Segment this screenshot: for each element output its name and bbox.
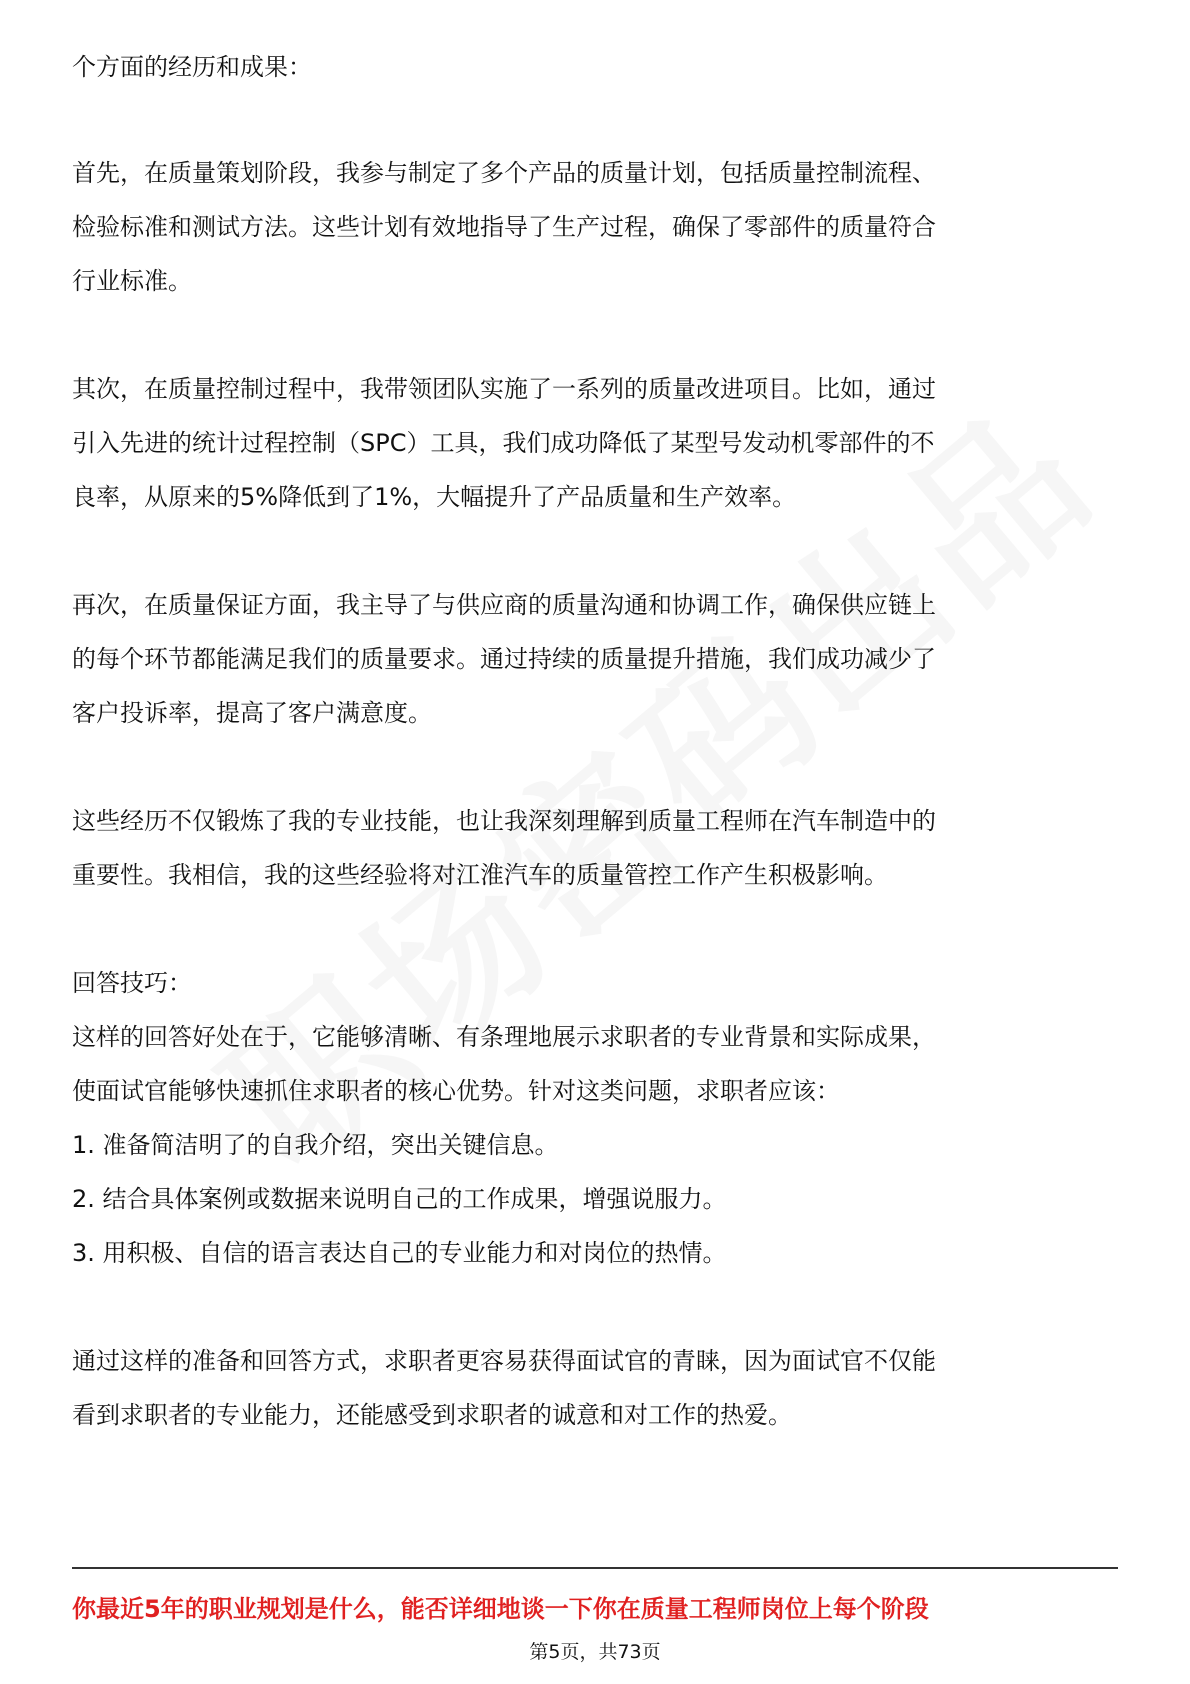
text-line: 行业标准。 [72, 267, 192, 295]
list-item: 1. 准备简洁明了的自我介绍，突出关键信息。 [72, 1131, 559, 1159]
text-line: 首先，在质量策划阶段，我参与制定了多个产品的质量计划，包括质量控制流程、 [72, 159, 936, 187]
page-number: 第5页，共73页 [529, 1641, 661, 1663]
text-line: 客户投诉率，提高了客户满意度。 [72, 699, 432, 727]
text-line: 良率，从原来的5%降低到了1%，大幅提升了产品质量和生产效率。 [72, 483, 797, 511]
text-line: 引入先进的统计过程控制（SPC）工具，我们成功降低了某型号发动机零部件的不 [72, 429, 935, 457]
list-item: 2. 结合具体案例或数据来说明自己的工作成果，增强说服力。 [72, 1185, 727, 1213]
text-line: 重要性。我相信，我的这些经验将对江淮汽车的质量管控工作产生积极影响。 [72, 861, 888, 889]
text-line: 的每个环节都能满足我们的质量要求。通过持续的质量提升措施，我们成功减少了 [72, 645, 936, 673]
text-line: 看到求职者的专业能力，还能感受到求职者的诚意和对工作的热爱。 [72, 1401, 792, 1429]
text-line: 通过这样的准备和回答方式，求职者更容易获得面试官的青睐，因为面试官不仅能 [72, 1347, 936, 1375]
text-line: 个方面的经历和成果： [72, 53, 312, 81]
text-line: 再次，在质量保证方面，我主导了与供应商的质量沟通和协调工作，确保供应链上 [72, 591, 936, 619]
text-line: 使面试官能够快速抓住求职者的核心优势。针对这类问题，求职者应该： [72, 1077, 840, 1105]
divider [72, 1567, 1118, 1569]
tips-heading: 回答技巧： [72, 969, 192, 997]
text-line: 这些经历不仅锻炼了我的专业技能，也让我深刻理解到质量工程师在汽车制造中的 [72, 807, 936, 835]
next-question-heading: 你最近5年的职业规划是什么，能否详细地谈一下你在质量工程师岗位上每个阶段 [72, 1595, 929, 1623]
text-line: 其次，在质量控制过程中，我带领团队实施了一系列的质量改进项目。比如，通过 [72, 375, 936, 403]
list-item: 3. 用积极、自信的语言表达自己的专业能力和对岗位的热情。 [72, 1239, 727, 1267]
text-line: 这样的回答好处在于，它能够清晰、有条理地展示求职者的专业背景和实际成果， [72, 1023, 936, 1051]
text-line: 检验标准和测试方法。这些计划有效地指导了生产过程，确保了零部件的质量符合 [72, 213, 936, 241]
